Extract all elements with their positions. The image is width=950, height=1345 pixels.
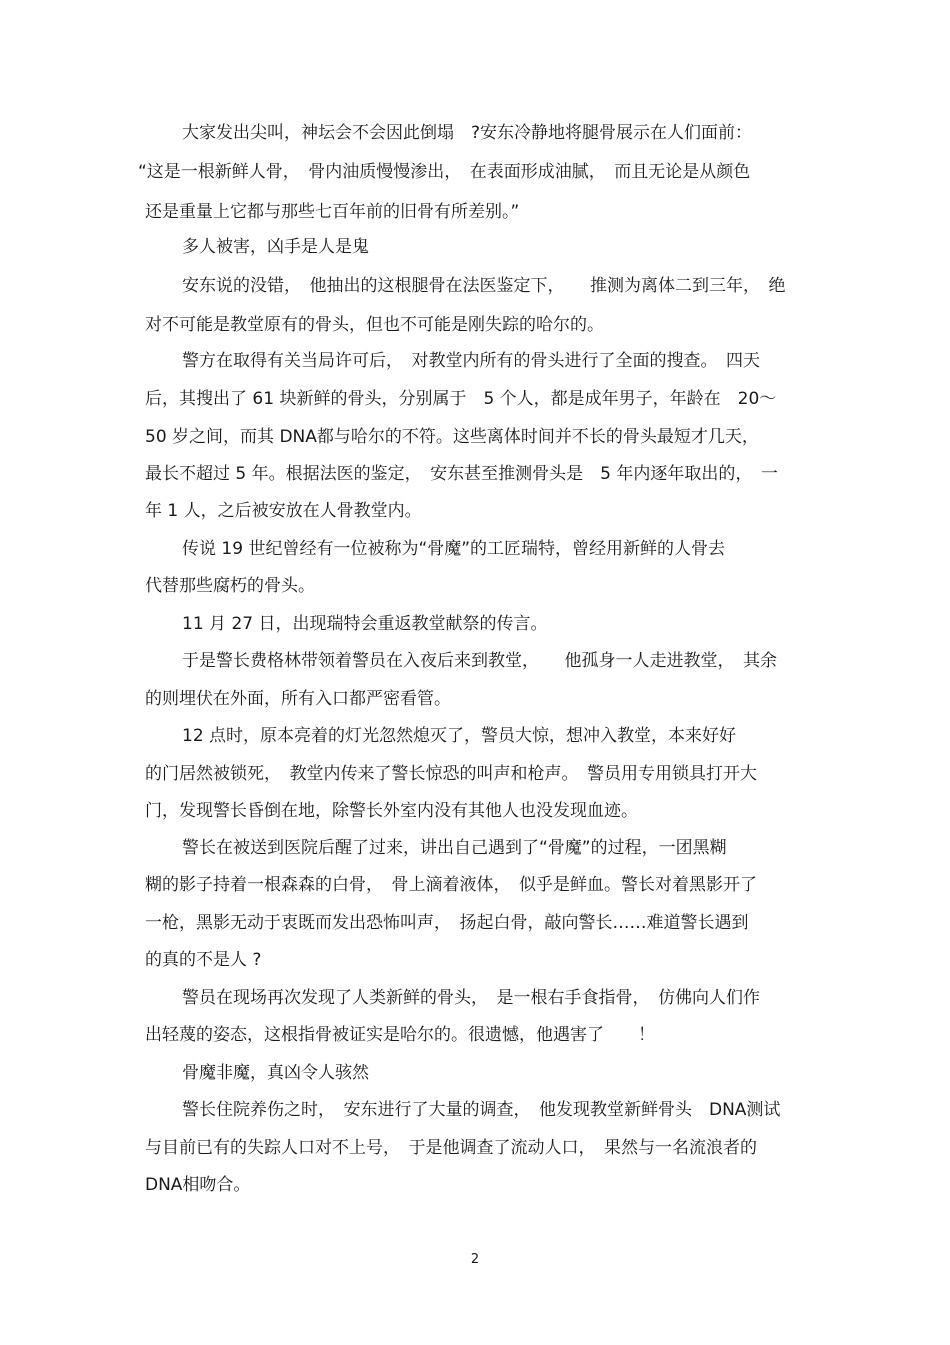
section-heading: 骨魔非魔，真凶令人骇然: [182, 1063, 369, 1083]
section-heading: 多人被害，凶手是人是鬼: [182, 237, 369, 257]
text-line: 警长在被送到医院后醒了过来，讲出自己遇到了“骨魔”的过程，一团黑糊: [182, 838, 727, 858]
text-line: 警方在取得有关当局许可后， 对教堂内所有的骨头进行了全面的搜查。 四天: [182, 351, 760, 371]
text-line: 于是警长费格林带领着警员在入夜后来到教堂， 他孤身一人走进教堂， 其余: [182, 651, 777, 671]
text-line: 还是重量上它都与那些七百年前的旧骨有所差别。”: [145, 202, 520, 222]
text-line: 糊的影子持着一根森森的白骨， 骨上滴着液体， 似乎是鲜血。警长对着黑影开了: [145, 875, 757, 895]
text-line: 传说 19 世纪曾经有一位被称为“骨魔”的工匠瑞特，曾经用新鲜的人骨去: [182, 539, 726, 559]
text-line: 11 月 27 日，出现瑞特会重返教堂献祭的传言。: [182, 614, 548, 634]
text-line: 警长住院养伤之时， 安东进行了大量的调查， 他发现教堂新鲜骨头 DNA测试: [182, 1100, 781, 1120]
text-line: 大家发出尖叫，神坛会不会因此倒塌 ?安东冷静地将腿骨展示在人们面前：: [182, 123, 753, 143]
text-line: 门，发现警长昏倒在地，除警长外室内没有其他人也没发现血迹。: [145, 801, 638, 821]
text-line: 安东说的没错， 他抽出的这根腿骨在法医鉴定下， 推测为离体二到三年， 绝: [182, 276, 786, 296]
text-line: 最长不超过 5 年。根据法医的鉴定， 安东甚至推测骨头是 5 年内逐年取出的， 一: [145, 464, 778, 484]
text-line: 警员在现场再次发现了人类新鲜的骨头， 是一根右手食指骨， 仿佛向人们作: [182, 988, 760, 1008]
text-line: 一枪，黑影无动于衷既而发出恐怖叫声， 扬起白骨，敲向警长……难道警长遇到: [145, 913, 749, 933]
text-line: 后，其搜出了 61 块新鲜的骨头，分别属于 5 个人，都是成年男子，年龄在 20～: [145, 389, 777, 409]
page-number: 2: [470, 1252, 480, 1267]
text-line: “这是一根新鲜人骨， 骨内油质慢慢渗出， 在表面形成油腻， 而且无论是从颜色: [138, 162, 751, 182]
text-line: 出轻蔑的姿态，这根指骨被证实是哈尔的。很遗憾，他遇害了 ！: [145, 1025, 655, 1045]
text-line: 对不可能是教堂原有的骨头，但也不可能是刚失踪的哈尔的。: [145, 315, 604, 335]
text-line: 年 1 人，之后被安放在人骨教堂内。: [145, 501, 422, 521]
text-line: 的则埋伏在外面，所有入口都严密看管。: [145, 689, 451, 709]
text-line: DNA相吻合。: [145, 1175, 251, 1195]
text-line: 的门居然被锁死， 教堂内传来了警长惊恐的叫声和枪声。 警员用专用锁具打开大: [145, 764, 757, 784]
text-line: 的真的不是人 ?: [145, 950, 262, 970]
text-line: 与目前已有的失踪人口对不上号， 于是他调查了流动人口， 果然与一名流浪者的: [145, 1138, 757, 1158]
text-line: 50 岁之间，而其 DNA都与哈尔的不符。这些离体时间并不长的骨头最短才几天，: [145, 427, 759, 447]
text-line: 12 点时，原本亮着的灯光忽然熄灭了，警员大惊，想冲入教堂，本来好好: [182, 726, 737, 746]
text-line: 代替那些腐朽的骨头。: [145, 576, 315, 596]
